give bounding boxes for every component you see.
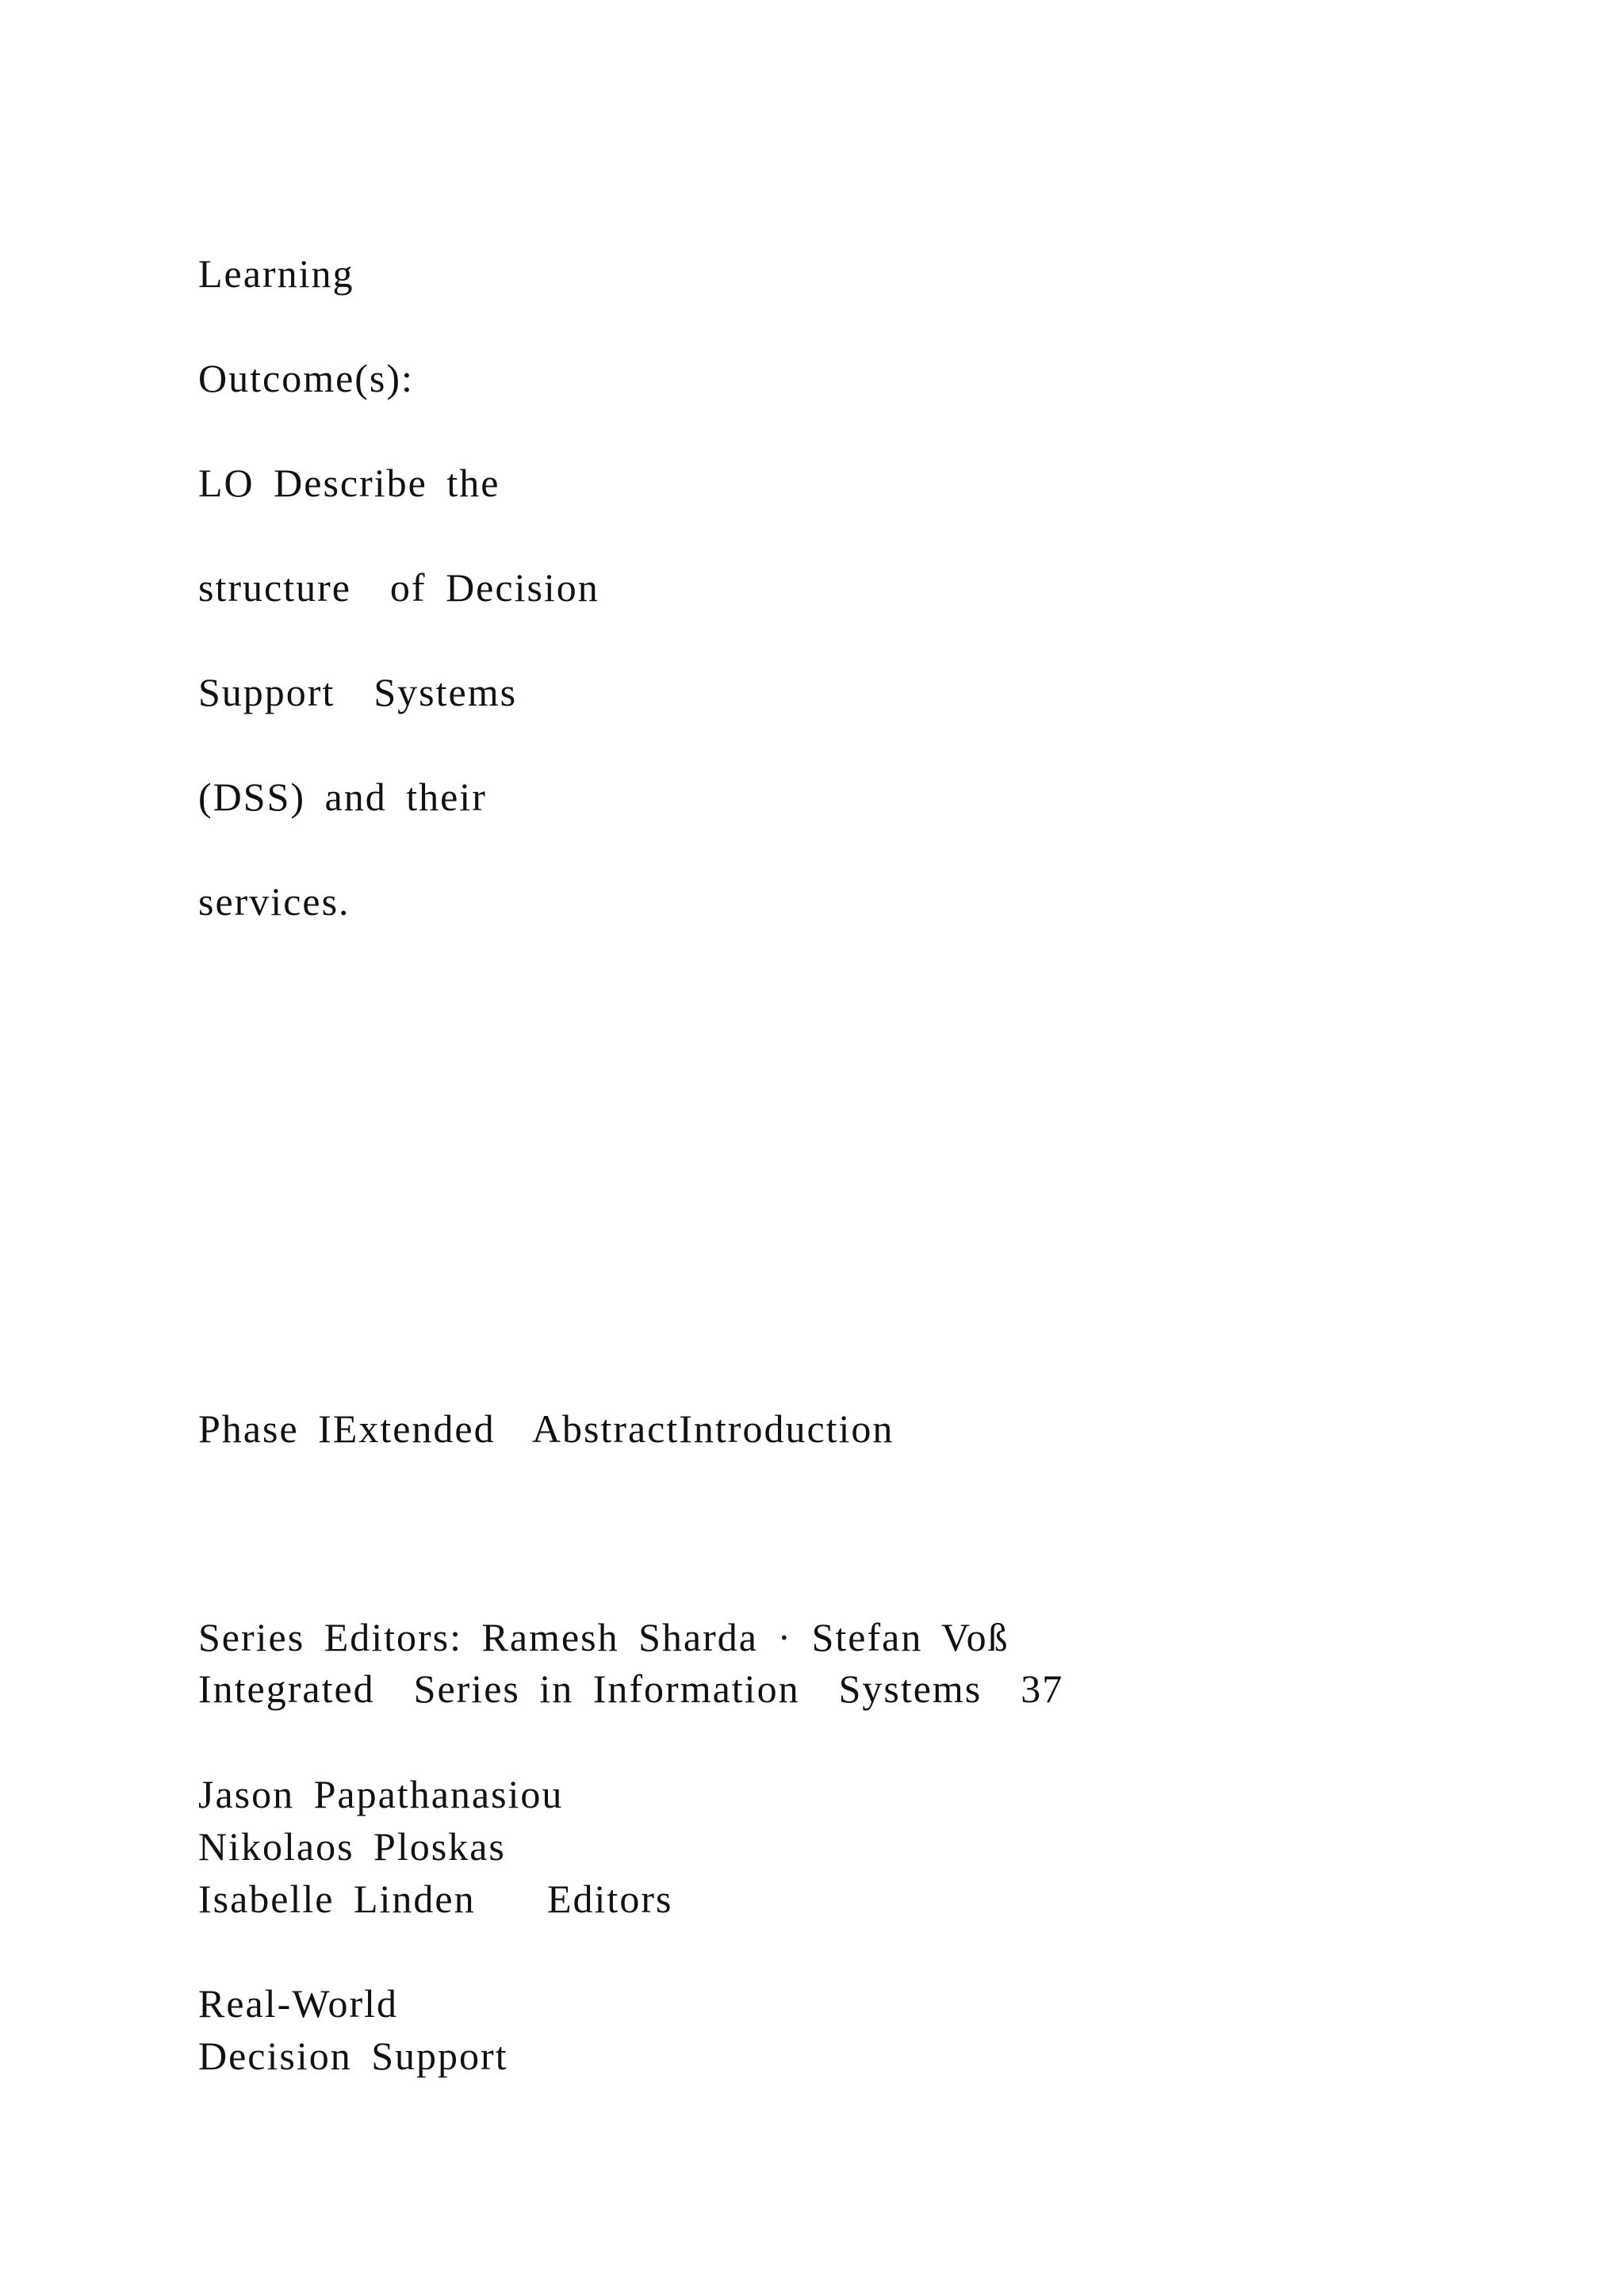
editor-name: Nikolaos Ploskas: [198, 1824, 506, 1869]
editor-name: Jason Papathanasiou: [198, 1772, 564, 1816]
book-title-line: Decision Support: [198, 2034, 508, 2078]
learning-outcome-line: LO Describe the: [198, 461, 500, 505]
section-heading: Phase IExtended AbstractIntroduction: [198, 1406, 894, 1451]
learning-outcome-line: services.: [198, 879, 350, 924]
learning-outcome-line: Support Systems: [198, 670, 518, 714]
learning-outcome-line: Outcome(s):: [198, 356, 414, 400]
book-title-line: Real-World: [198, 1981, 399, 2026]
series-title: Integrated Series in Information Systems 37: [198, 1667, 1064, 1711]
learning-outcome-line: (DSS) and their: [198, 775, 487, 819]
series-editors: Series Editors: Ramesh Sharda · Stefan Voß: [198, 1615, 1009, 1659]
learning-outcome-line: Learning: [198, 251, 354, 296]
editor-name: Isabelle Linden: [198, 1877, 476, 1921]
learning-outcome-line: structure of Decision: [198, 565, 599, 610]
editors-label: Editors: [547, 1877, 673, 1921]
